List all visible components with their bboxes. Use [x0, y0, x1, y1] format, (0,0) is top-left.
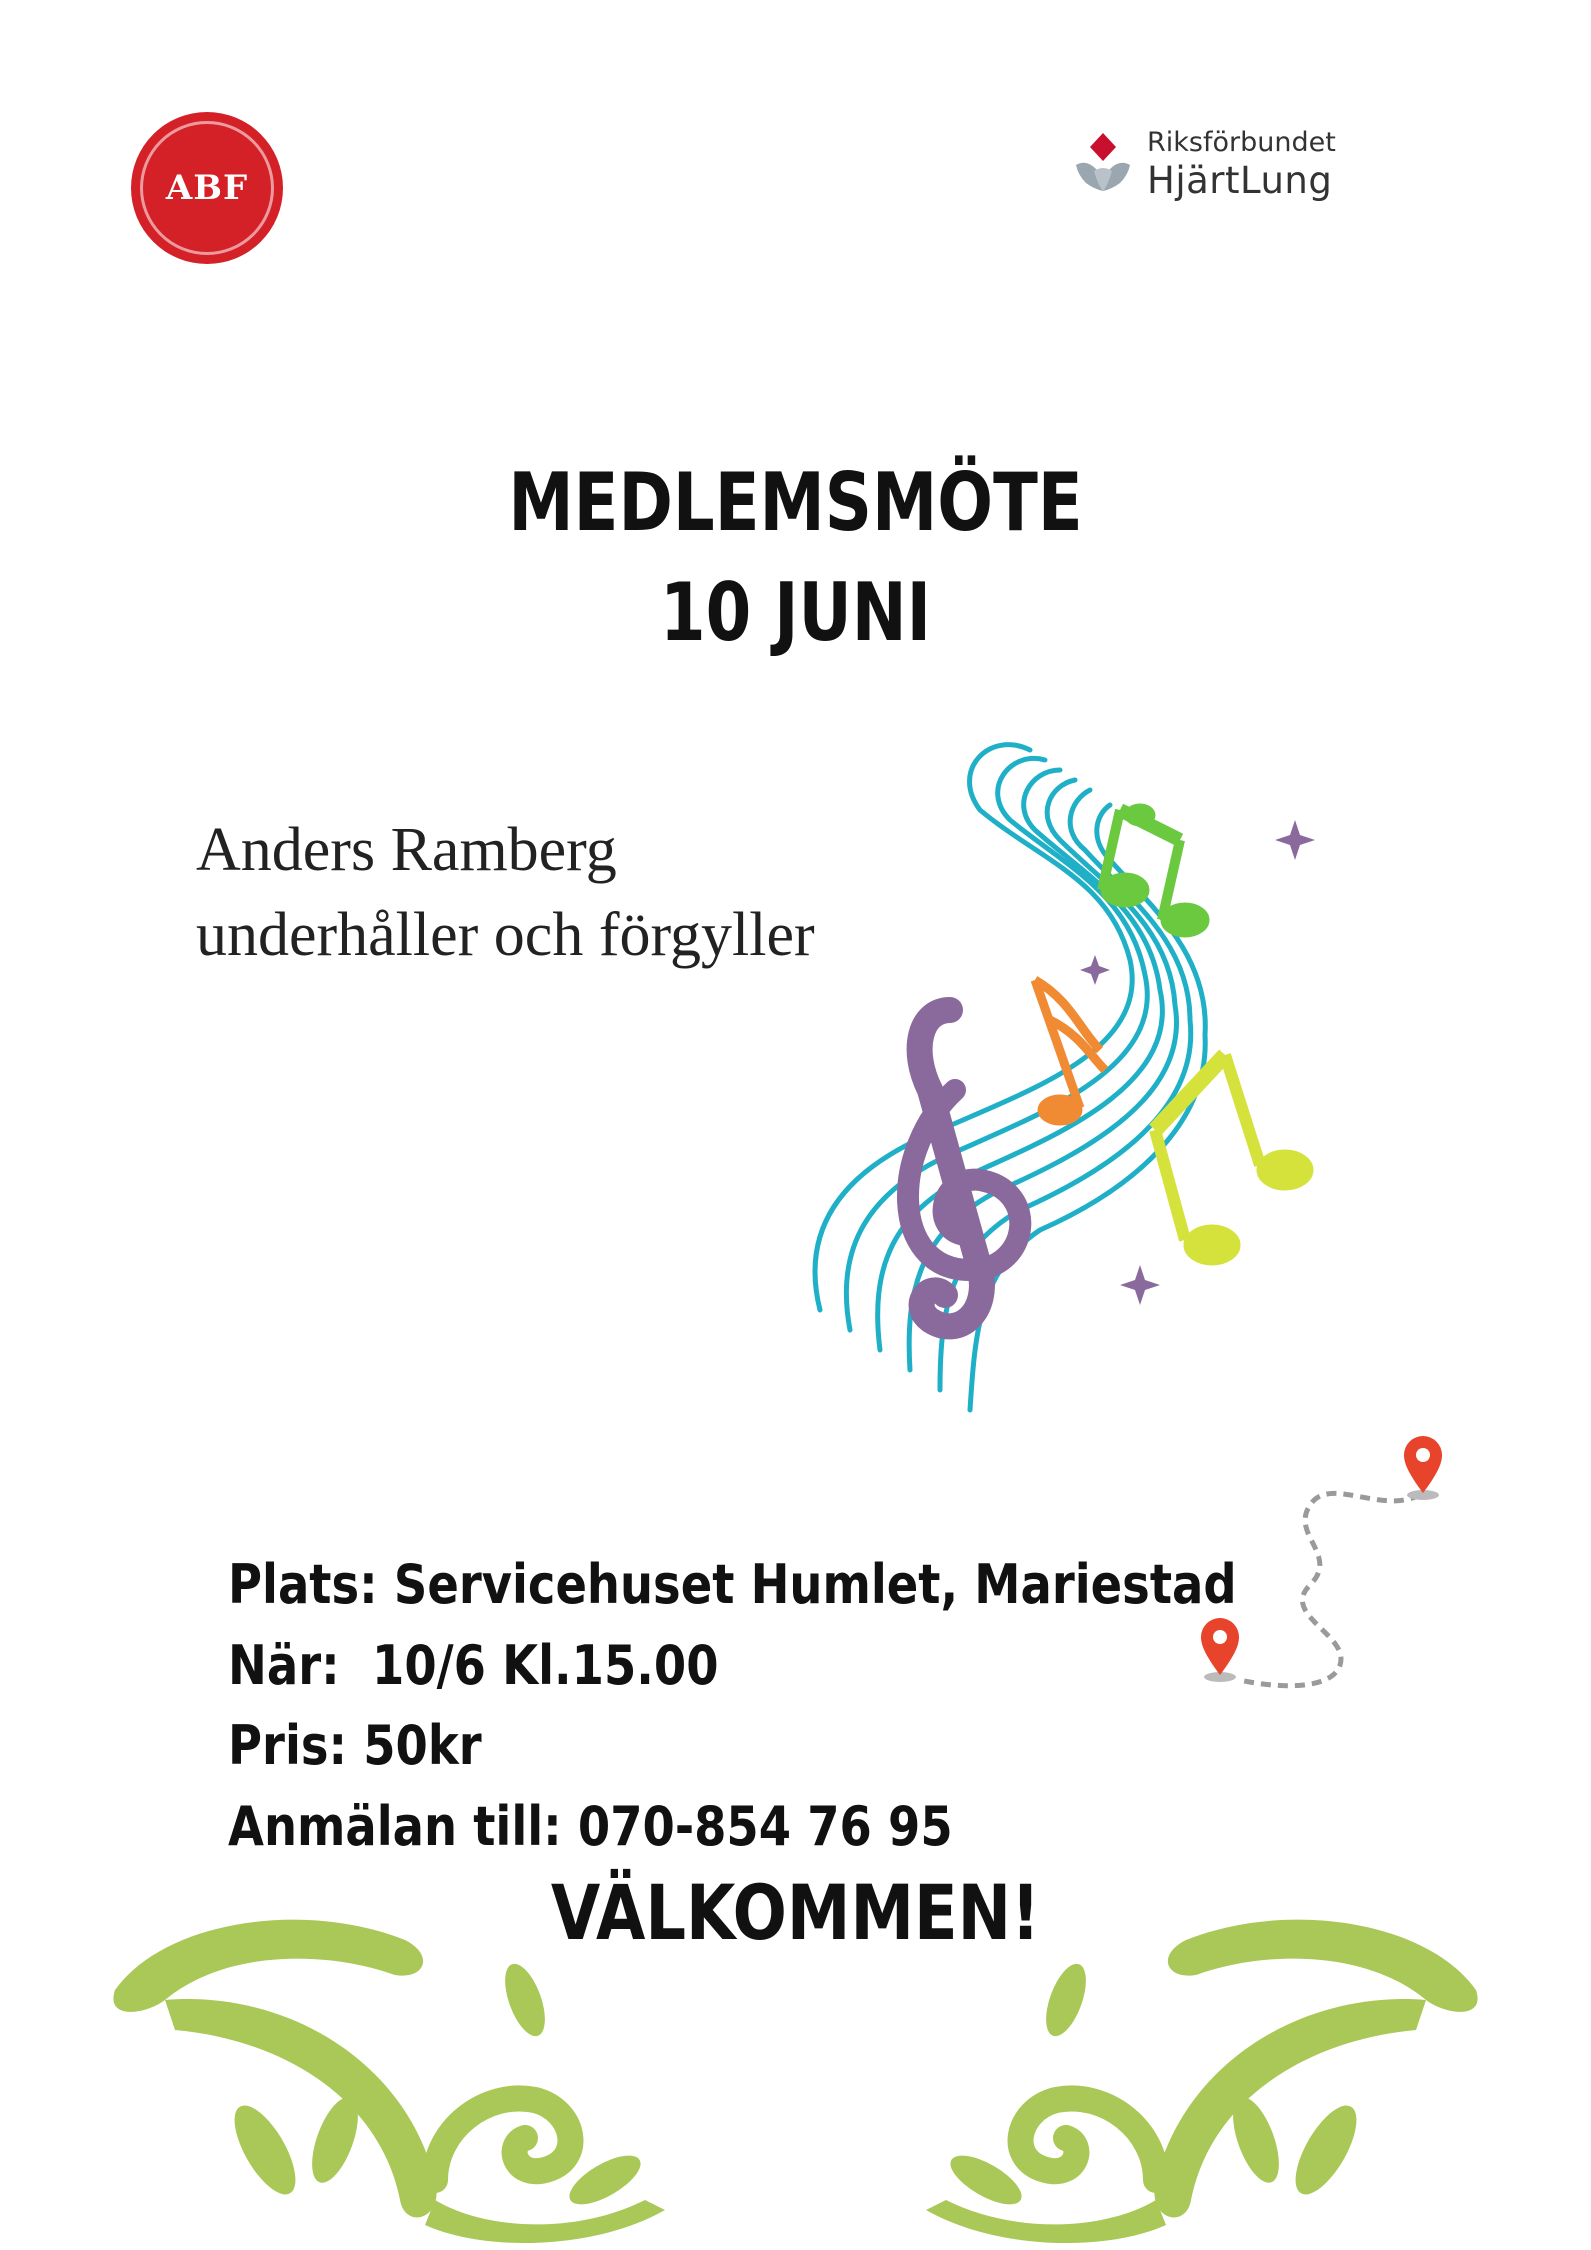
hjartlung-line2: HjärtLung [1147, 159, 1333, 202]
music-note-icon [1035, 980, 1105, 1125]
abf-logo-text: ABF [165, 168, 249, 208]
map-pin-icon [1404, 1436, 1442, 1500]
hjartlung-line1: Riksförbundet [1147, 127, 1336, 158]
detail-price: Pris: 50kr [228, 1714, 482, 1777]
abf-logo [131, 112, 283, 264]
performer-description: underhåller och förgyller [196, 901, 815, 969]
detail-registration: Anmälan till: 070-854 76 95 [228, 1795, 953, 1858]
music-staff-lines [815, 745, 1205, 1410]
music-staff-illustration [780, 710, 1340, 1480]
welcome-text: VÄLKOMMEN! [550, 1868, 1041, 1957]
event-title: MEDLEMSMÖTE [508, 456, 1083, 549]
detail-location: Plats: Servicehuset Humlet, Mariestad [228, 1553, 1237, 1616]
hjartlung-tulip-icon [1072, 125, 1134, 205]
map-pin-icon [1201, 1618, 1239, 1682]
event-date: 10 JUNI [659, 566, 932, 659]
floral-ornament [105, 1880, 675, 2250]
performer-name: Anders Ramberg [196, 816, 617, 884]
hjartlung-logo [1072, 125, 1352, 205]
detail-time: När: 10/6 Kl.15.00 [228, 1634, 719, 1697]
floral-ornament [916, 1880, 1486, 2250]
